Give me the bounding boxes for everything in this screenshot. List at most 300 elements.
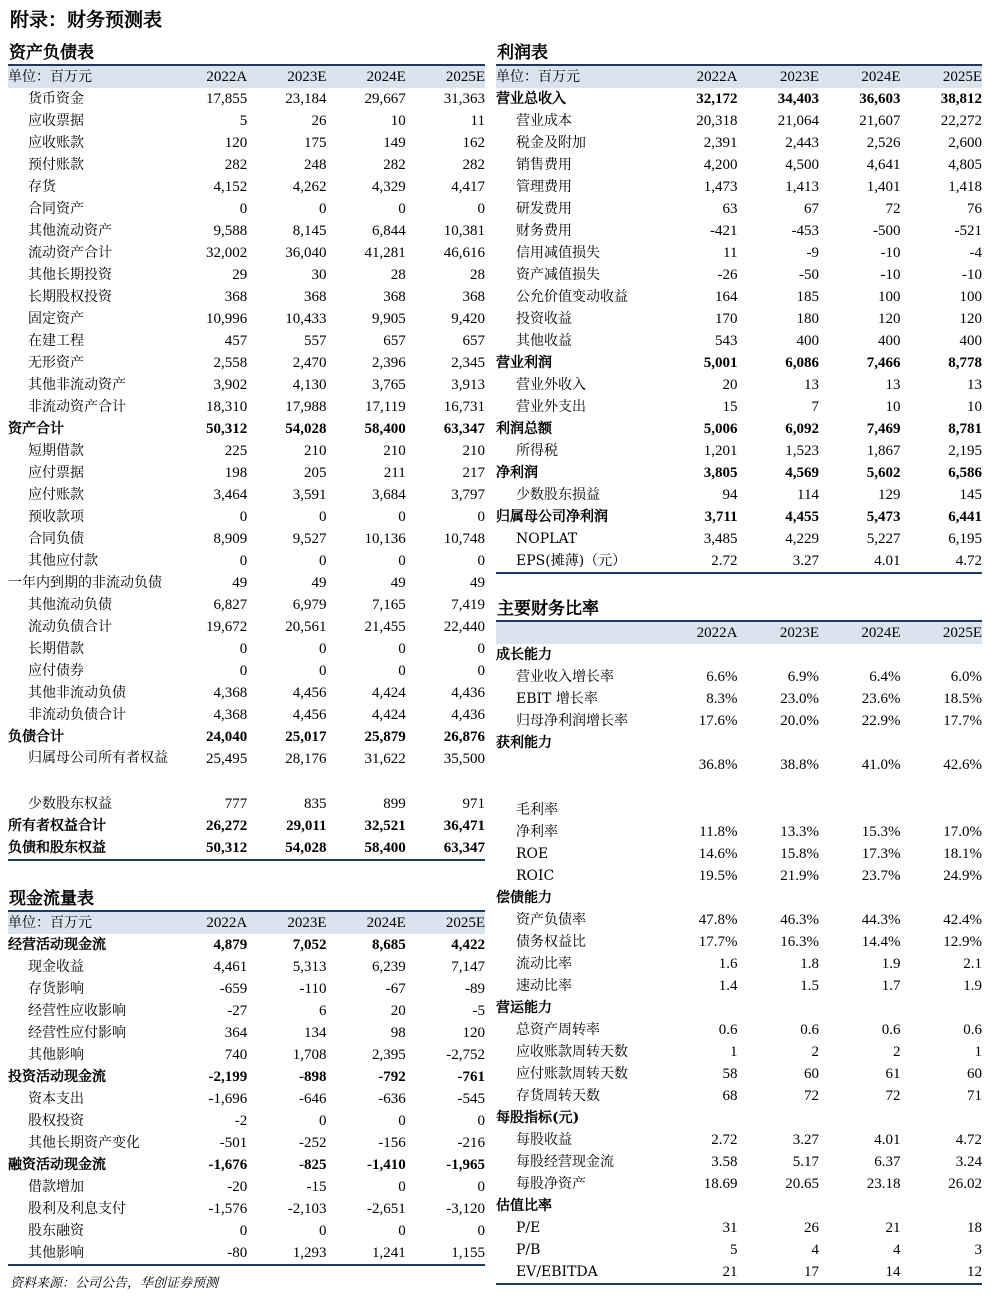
row-value: 11.8%: [699, 824, 738, 840]
row-value: 23.6%: [861, 691, 901, 707]
row-value: 63,347: [443, 421, 485, 437]
row-value: 22,440: [443, 619, 485, 635]
row-value: -500: [873, 223, 901, 239]
row-value: 4,229: [785, 531, 819, 547]
row-value: 7,147: [451, 959, 485, 975]
row-label: 营运能力: [496, 1000, 552, 1016]
row-value: 19.5%: [698, 868, 738, 884]
balance-sheet-table: [8, 66, 485, 861]
row-value: 2,558: [213, 355, 248, 371]
row-value: 0: [319, 553, 327, 569]
row-label: 获利能力: [496, 735, 552, 751]
row-value: 248: [304, 157, 327, 173]
row-value: 0: [477, 201, 485, 217]
row-value: 0.6: [963, 1022, 982, 1038]
row-value: 16,731: [443, 399, 485, 415]
row-label: 非流动负债合计: [28, 707, 126, 723]
cash-flow-title: 现金流量表: [8, 886, 485, 912]
row-value: 21: [885, 1220, 901, 1236]
row-value: 3,684: [372, 487, 406, 503]
row-label: 成长能力: [496, 647, 552, 663]
row-value: 49: [470, 575, 485, 591]
row-value: 5,227: [866, 531, 901, 547]
row-value: 2.1: [963, 956, 982, 972]
table-row: [8, 1088, 485, 1110]
row-value: 1,708: [292, 1047, 327, 1063]
row-value: 15: [722, 399, 738, 415]
row-value: 0: [239, 1223, 248, 1239]
row-value: [901, 799, 983, 821]
row-label: 投资活动现金流: [8, 1069, 106, 1085]
row-value: 11: [470, 113, 485, 129]
row-value: 20,561: [285, 619, 327, 635]
row-value: 170: [715, 311, 738, 327]
row-value: 4,368: [213, 707, 248, 723]
row-value: 0: [398, 1179, 406, 1195]
row-value: 0: [477, 1179, 485, 1195]
row-value: 129: [878, 487, 901, 503]
row-value: 36,040: [285, 245, 327, 261]
row-value: 4,422: [451, 937, 485, 953]
row-value: 4,500: [785, 157, 819, 173]
row-value: 98: [390, 1025, 406, 1041]
row-value: 4,456: [292, 685, 327, 701]
row-value: 10: [390, 113, 406, 129]
table-row: [496, 132, 982, 154]
unit-label: 单位：百万元: [496, 66, 656, 88]
row-label: 经营活动现金流: [8, 937, 106, 953]
table-row: [496, 799, 982, 821]
row-label: 应收账款: [28, 135, 84, 151]
row-value: 46.3%: [780, 912, 819, 928]
year-header: 2022A: [656, 622, 738, 644]
row-value: 740: [224, 1047, 248, 1063]
row-value: [656, 644, 738, 666]
row-value: 0: [398, 663, 406, 679]
row-value: 36.8%: [698, 757, 738, 773]
row-value: 364: [224, 1025, 248, 1041]
row-value: 18.69: [703, 1176, 738, 1192]
row-value: -89: [465, 981, 485, 997]
row-value: 1,418: [948, 179, 982, 195]
table-row: [8, 748, 485, 793]
row-value: 7,165: [372, 597, 406, 613]
row-value: 32,172: [696, 91, 738, 107]
row-label: 无形资产: [28, 355, 84, 371]
row-value: 120: [224, 135, 248, 151]
row-value: 26.02: [948, 1176, 982, 1192]
row-value: -421: [710, 223, 738, 239]
row-value: [656, 997, 738, 1019]
row-value: 58,400: [327, 837, 406, 860]
row-value: 30: [311, 267, 327, 283]
row-value: 217: [462, 465, 485, 481]
row-value: 835: [304, 796, 327, 812]
row-value: 971: [462, 796, 485, 812]
table-row: [8, 1022, 485, 1044]
year-header: 2023E: [738, 66, 820, 88]
row-value: 2,470: [292, 355, 327, 371]
row-label: 投资收益: [516, 311, 572, 327]
row-label: 经营性应收影响: [28, 1003, 126, 1019]
row-value: [738, 997, 820, 1019]
balance-sheet-title: 资产负债表: [8, 40, 485, 66]
row-value: 18: [967, 1220, 982, 1236]
table-row: [8, 572, 485, 594]
row-label: 借款增加: [28, 1179, 84, 1195]
row-value: -792: [378, 1069, 406, 1085]
row-value: 21,064: [777, 113, 819, 129]
table-row: [496, 220, 982, 242]
table-row: [8, 242, 485, 264]
table-row: [496, 330, 982, 352]
row-value: 2,443: [785, 135, 819, 151]
row-label: 合同负债: [28, 531, 84, 547]
row-label: 应付债券: [28, 663, 84, 679]
row-value: 42.4%: [943, 912, 982, 928]
row-value: [738, 644, 820, 666]
unit-label: 单位：百万元: [8, 66, 168, 88]
row-value: 0: [319, 201, 327, 217]
table-row: [496, 975, 982, 997]
header-row: [496, 622, 982, 644]
row-value: 8,909: [213, 531, 248, 547]
row-value: 18.1%: [943, 846, 982, 862]
row-value: 20,318: [696, 113, 738, 129]
row-value: 13: [804, 377, 819, 393]
row-value: 1,867: [866, 443, 901, 459]
ratios-title: 主要财务比率: [496, 596, 982, 622]
row-value: 60: [967, 1066, 982, 1082]
row-value: -156: [378, 1135, 406, 1151]
row-label: 税金及附加: [516, 135, 586, 151]
row-value: -20: [227, 1179, 248, 1195]
row-value: [819, 732, 901, 754]
row-value: 0: [319, 663, 327, 679]
row-value: 4,461: [213, 959, 248, 975]
table-row: [496, 1217, 982, 1239]
row-value: 6.4%: [869, 669, 901, 685]
row-value: 38.8%: [780, 757, 819, 773]
row-value: 2: [811, 1044, 819, 1060]
row-value: 9,527: [292, 531, 327, 547]
row-value: 21.9%: [780, 868, 819, 884]
row-value: 10: [967, 399, 982, 415]
row-value: 2: [893, 1044, 901, 1060]
table-row: [8, 264, 485, 286]
row-label: 管理费用: [516, 179, 572, 195]
row-value: 25,017: [285, 729, 327, 745]
row-value: 28: [390, 267, 406, 283]
row-label: 流动资产合计: [28, 245, 112, 261]
year-header: 2023E: [247, 66, 326, 88]
row-value: 2.72: [656, 550, 738, 573]
row-value: 25,879: [364, 729, 406, 745]
row-label: 应付账款周转天数: [516, 1066, 628, 1082]
row-value: 21,455: [364, 619, 406, 635]
year-header: 2025E: [406, 66, 485, 88]
table-row: [8, 286, 485, 308]
table-row: [8, 198, 485, 220]
row-value: 4: [811, 1242, 819, 1258]
cash-flow-table: [8, 912, 485, 1266]
row-value: 4,455: [785, 509, 819, 525]
row-label: 合同资产: [28, 201, 84, 217]
row-value: -453: [791, 223, 819, 239]
row-value: 7,419: [451, 597, 485, 613]
row-label: 每股指标(元): [496, 1110, 580, 1126]
row-value: 400: [878, 333, 901, 349]
row-value: -10: [880, 245, 901, 261]
row-value: 26: [311, 113, 327, 129]
row-value: 10: [885, 399, 901, 415]
row-label: 一年内到期的非流动负债: [8, 575, 162, 591]
ratios-panel: [496, 596, 982, 1285]
row-label: 估值比率: [496, 1198, 552, 1214]
row-value: 32,002: [206, 245, 248, 261]
row-label: 营业收入增长率: [516, 669, 614, 685]
row-value: 20.65: [785, 1176, 819, 1192]
row-label: 其他流动资产: [28, 223, 112, 239]
row-value: 18.5%: [943, 691, 982, 707]
row-value: 8,145: [292, 223, 327, 239]
row-value: 0.6: [718, 1022, 738, 1038]
table-row: [496, 1173, 982, 1195]
row-value: 3,913: [451, 377, 485, 393]
row-value: 400: [959, 333, 982, 349]
row-value: 557: [304, 333, 327, 349]
table-row: [496, 418, 982, 440]
row-value: 94: [722, 487, 738, 503]
row-label: 毛利率: [516, 802, 558, 818]
row-value: -521: [954, 223, 982, 239]
table-row: [8, 1110, 485, 1132]
row-value: 114: [797, 487, 819, 503]
table-row: [8, 352, 485, 374]
row-value: -2,199: [208, 1069, 248, 1085]
table-row: [496, 1063, 982, 1085]
row-value: 29,011: [286, 818, 327, 834]
table-row: [8, 506, 485, 528]
row-value: [901, 644, 983, 666]
row-value: 6,844: [372, 223, 406, 239]
row-label: 每股净资产: [516, 1176, 586, 1192]
row-value: 4.72: [901, 550, 983, 573]
row-value: 4,805: [948, 157, 982, 173]
table-row: [496, 887, 982, 909]
row-value: 1.6: [718, 956, 738, 972]
year-header: 2024E: [819, 622, 901, 644]
row-label: 净利润: [496, 465, 538, 481]
row-value: 198: [224, 465, 248, 481]
row-value: [901, 997, 983, 1019]
row-label: 现金收益: [28, 959, 84, 975]
row-value: 22,272: [940, 113, 982, 129]
row-value: 1,201: [703, 443, 738, 459]
table-row: [8, 1154, 485, 1176]
row-value: 0: [477, 663, 485, 679]
row-label: 速动比率: [516, 978, 572, 994]
row-value: 23,184: [285, 91, 327, 107]
row-value: [656, 1195, 738, 1217]
row-label: ROE: [516, 846, 549, 862]
row-value: 5,602: [866, 465, 901, 481]
table-row: [496, 110, 982, 132]
row-value: 28,176: [285, 751, 327, 767]
row-value: -10: [962, 267, 982, 283]
row-value: 4.01: [819, 550, 901, 573]
table-row: [8, 638, 485, 660]
row-value: 54,028: [285, 421, 327, 437]
row-value: 26,272: [206, 818, 248, 834]
table-row: [496, 644, 982, 666]
row-value: 0: [477, 509, 485, 525]
table-row: [496, 440, 982, 462]
row-value: 0: [477, 641, 485, 657]
row-value: 17,119: [365, 399, 406, 415]
row-value: 2,526: [866, 135, 901, 151]
row-value: -26: [717, 267, 738, 283]
row-value: 17.0%: [943, 824, 982, 840]
table-row: [496, 1261, 982, 1284]
row-value: 1.7: [881, 978, 901, 994]
row-label: 其他长期投资: [28, 267, 112, 283]
table-row: [496, 754, 982, 799]
row-label: 信用减值损失: [516, 245, 600, 261]
table-row: [8, 682, 485, 704]
table-row: [496, 1085, 982, 1107]
row-value: 1: [730, 1044, 738, 1060]
row-value: -50: [799, 267, 819, 283]
row-value: 23.7%: [861, 868, 901, 884]
row-value: 60: [804, 1066, 819, 1082]
row-value: 120: [462, 1025, 485, 1041]
row-value: 31,363: [443, 91, 485, 107]
table-row: [8, 176, 485, 198]
row-value: 5,473: [866, 509, 901, 525]
row-label: 负债合计: [8, 729, 64, 745]
row-value: 49: [311, 575, 327, 591]
row-value: 6.6%: [706, 669, 738, 685]
row-value: 3,711: [704, 509, 738, 525]
row-value: 13: [967, 377, 982, 393]
row-label: 公允价值变动收益: [516, 289, 628, 305]
row-value: 32,521: [364, 818, 406, 834]
row-value: 14: [819, 1261, 901, 1284]
table-row: [8, 1198, 485, 1220]
year-header: 2023E: [247, 912, 326, 934]
row-label: 预收款项: [28, 509, 84, 525]
row-label: 营业外支出: [516, 399, 586, 415]
year-header: 2024E: [327, 912, 406, 934]
table-row: [8, 440, 485, 462]
row-value: -9: [806, 245, 819, 261]
row-value: 120: [878, 311, 901, 327]
row-value: 6,979: [292, 597, 327, 613]
row-value: 68: [722, 1088, 738, 1104]
cash-flow-panel: [8, 886, 485, 1266]
row-value: [656, 887, 738, 909]
row-value: 0: [319, 641, 327, 657]
row-value: -545: [457, 1091, 485, 1107]
row-value: 13: [885, 377, 901, 393]
header-row: [8, 912, 485, 934]
row-value: 0: [477, 553, 485, 569]
row-label: 非流动资产合计: [28, 399, 126, 415]
year-header: 2025E: [901, 66, 983, 88]
row-value: 8,781: [948, 421, 982, 437]
row-value: 0: [239, 663, 248, 679]
row-value: 0: [319, 1113, 327, 1129]
row-value: 14.6%: [698, 846, 738, 862]
row-value: 0: [239, 201, 248, 217]
row-label: 股权投资: [28, 1113, 84, 1129]
row-value: 162: [462, 135, 485, 151]
row-value: 15.8%: [780, 846, 819, 862]
row-value: 4.01: [874, 1132, 901, 1148]
table-row: [8, 1220, 485, 1242]
row-value: 1,293: [247, 1242, 326, 1265]
row-label: 偿债能力: [496, 890, 552, 906]
row-value: [819, 887, 901, 909]
row-value: 6.0%: [950, 669, 982, 685]
row-value: 134: [304, 1025, 327, 1041]
row-label: 经营性应付影响: [28, 1025, 126, 1041]
row-value: -646: [299, 1091, 327, 1107]
table-row: [496, 710, 982, 732]
row-value: 3.27: [792, 1132, 819, 1148]
row-value: 543: [715, 333, 738, 349]
row-value: 7,469: [866, 421, 901, 437]
row-value: 6.37: [874, 1154, 901, 1170]
row-value: 25,495: [206, 751, 248, 767]
table-row: [496, 821, 982, 843]
row-value: -3,120: [446, 1201, 485, 1217]
row-value: 4,130: [292, 377, 327, 393]
row-value: 6.9%: [787, 669, 819, 685]
row-label: 资产负债率: [516, 912, 586, 928]
table-row: [496, 666, 982, 688]
row-value: 7,052: [292, 937, 327, 953]
row-value: 180: [796, 311, 819, 327]
row-value: 5,001: [703, 355, 738, 371]
row-value: -4: [969, 245, 982, 261]
row-label: EV/EBITDA: [496, 1261, 656, 1284]
balance-sheet-panel: [8, 40, 485, 861]
row-value: 0: [398, 1113, 406, 1129]
table-row: [496, 242, 982, 264]
row-value: 4,641: [866, 157, 901, 173]
row-value: 17.7%: [698, 934, 738, 950]
row-value: 282: [224, 157, 248, 173]
table-row: [496, 909, 982, 931]
row-value: 1,523: [785, 443, 819, 459]
row-label: P/B: [516, 1242, 541, 1258]
row-label: 其他应付款: [28, 553, 98, 569]
table-row: [8, 1132, 485, 1154]
row-value: -1,676: [208, 1157, 248, 1173]
row-value: 6,086: [785, 355, 819, 371]
row-value: -2,103: [287, 1201, 327, 1217]
row-label: 预付账款: [28, 157, 84, 173]
row-value: 6,827: [213, 597, 248, 613]
row-value: 21: [656, 1261, 738, 1284]
row-value: [819, 799, 901, 821]
row-value: 0: [239, 509, 248, 525]
row-value: 58,400: [364, 421, 406, 437]
row-value: 8,778: [948, 355, 982, 371]
row-value: 38,812: [940, 91, 982, 107]
